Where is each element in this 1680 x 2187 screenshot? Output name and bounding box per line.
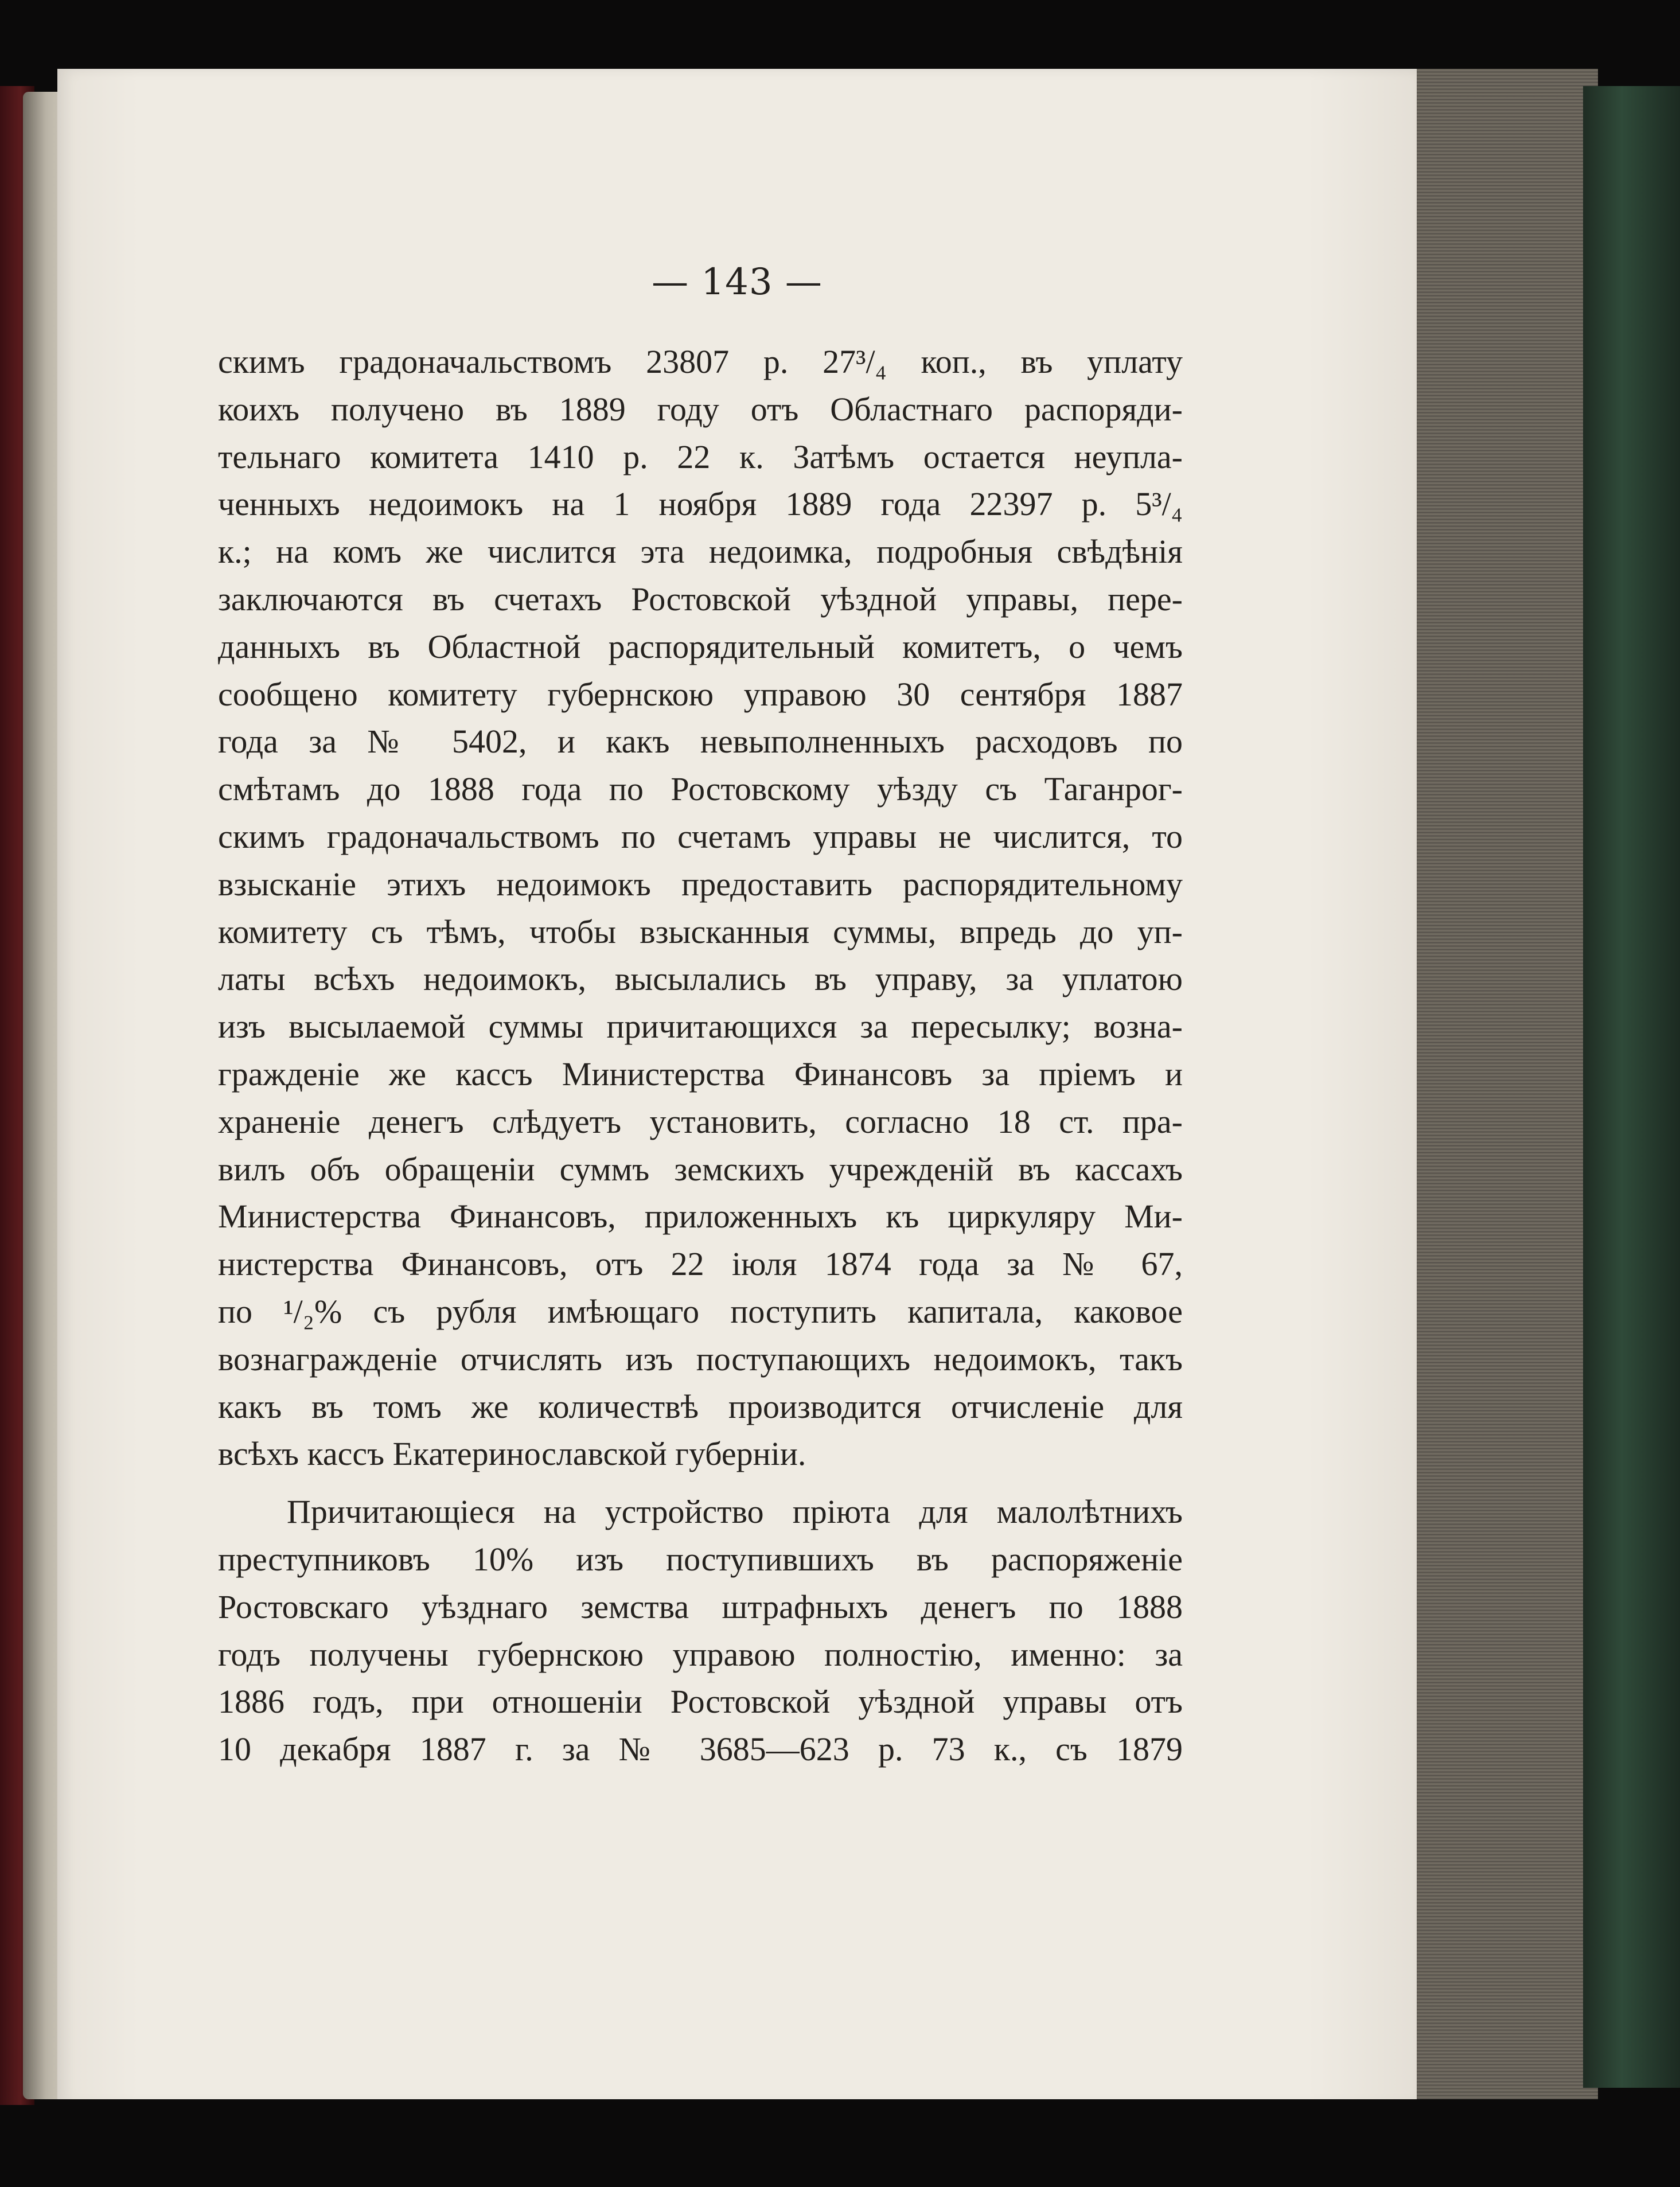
- text-line: 1886 годъ, при отношеніи Ростовской уѣздной управы отъ: [218, 1683, 1183, 1721]
- text-line: храненіе денегъ слѣдуетъ установить, согласно 18 ст. пра-: [218, 1102, 1183, 1140]
- text-line: тельнаго комитета 1410 р. 22 к. Затѣмъ остается неупла-: [218, 438, 1183, 475]
- page-number: — 143 —: [652, 261, 823, 303]
- paragraph-1: [218, 338, 1183, 1478]
- text-line: комитету съ тѣмъ, чтобы взысканныя суммы, впредь до уп-: [218, 913, 1183, 950]
- text-line: Ростовскаго уѣзднаго земства штрафныхъ денегъ по 1888: [218, 1588, 1183, 1625]
- text-line: к.; на комъ же числится эта недоимка, подробныя свѣдѣнія: [218, 533, 1183, 571]
- text-line: нистерства Финансовъ, отъ 22 іюля 1874 года за № 67,: [218, 1245, 1183, 1283]
- text-line: Министерства Финансовъ, приложенныхъ къ циркуляру Ми-: [218, 1198, 1183, 1235]
- paragraph-2: [218, 1488, 1183, 1773]
- paragraph-spacer: [218, 1478, 1183, 1488]
- text-line: изъ высылаемой суммы причитающихся за пересылку; возна-: [218, 1008, 1183, 1046]
- text-line: данныхъ въ Областной распорядительный комитетъ, о чемъ: [218, 627, 1183, 665]
- text-line: ченныхъ недоимокъ на 1 ноября 1889 года 22397 р. 5³/₄: [218, 485, 1183, 523]
- text-line: заключаются въ счетахъ Ростовской уѣздной управы, пере-: [218, 580, 1183, 618]
- text-line: смѣтамъ до 1888 года по Ростовскому уѣзду съ Таганрог-: [218, 770, 1183, 808]
- text-line: какъ въ томъ же количествѣ производится отчисленіе для: [218, 1387, 1183, 1425]
- text-line: преступниковъ 10% изъ поступившихъ въ распоряженіе: [218, 1540, 1183, 1578]
- bottom-background: [57, 2099, 1663, 2187]
- text-line: латы всѣхъ недоимокъ, высылались въ управу, за уплатою: [218, 960, 1183, 998]
- text-line: гражденіе же кассъ Министерства Финансовъ за пріемъ и: [218, 1055, 1183, 1093]
- text-line: годъ получены губернскою управою полностію, именно: за: [218, 1635, 1183, 1673]
- text-line: взысканіе этихъ недоимокъ предоставить распорядительному: [218, 865, 1183, 903]
- text-line: 10 декабря 1887 г. за № 3685—623 р. 73 к., съ 1879: [218, 1730, 1183, 1768]
- text-line: коихъ получено въ 1889 году отъ Областнаго распоряди-: [218, 390, 1183, 428]
- text-line: года за № 5402, и какъ невыполненныхъ расходовъ по: [218, 723, 1183, 761]
- text-line: скимъ градоначальствомъ по счетамъ управы не числится, то: [218, 817, 1183, 855]
- book-page: [57, 69, 1417, 2105]
- text-line: сообщено комитету губернскою управою 30 сентября 1887: [218, 675, 1183, 713]
- text-line: вознагражденіе отчислять изъ поступающихъ недоимокъ, такъ: [218, 1340, 1183, 1378]
- text-line: Причитающіеся на устройство пріюта для малолѣтнихъ: [287, 1493, 1183, 1531]
- page-block-edges: [1405, 69, 1598, 2105]
- right-cover: [1583, 86, 1680, 2088]
- text-line: скимъ градоначальствомъ 23807 р. 27³/₄ коп., въ уплату: [218, 343, 1183, 380]
- text-line: всѣхъ кассъ Екатеринославской губерніи.: [218, 1435, 806, 1473]
- text-line: по ¹/₂% съ рубля имѣющаго поступить капитала, каковое: [218, 1292, 1183, 1330]
- body-text: [218, 338, 1183, 1773]
- text-line: вилъ объ обращеніи суммъ земскихъ учрежденій въ кассахъ: [218, 1150, 1183, 1188]
